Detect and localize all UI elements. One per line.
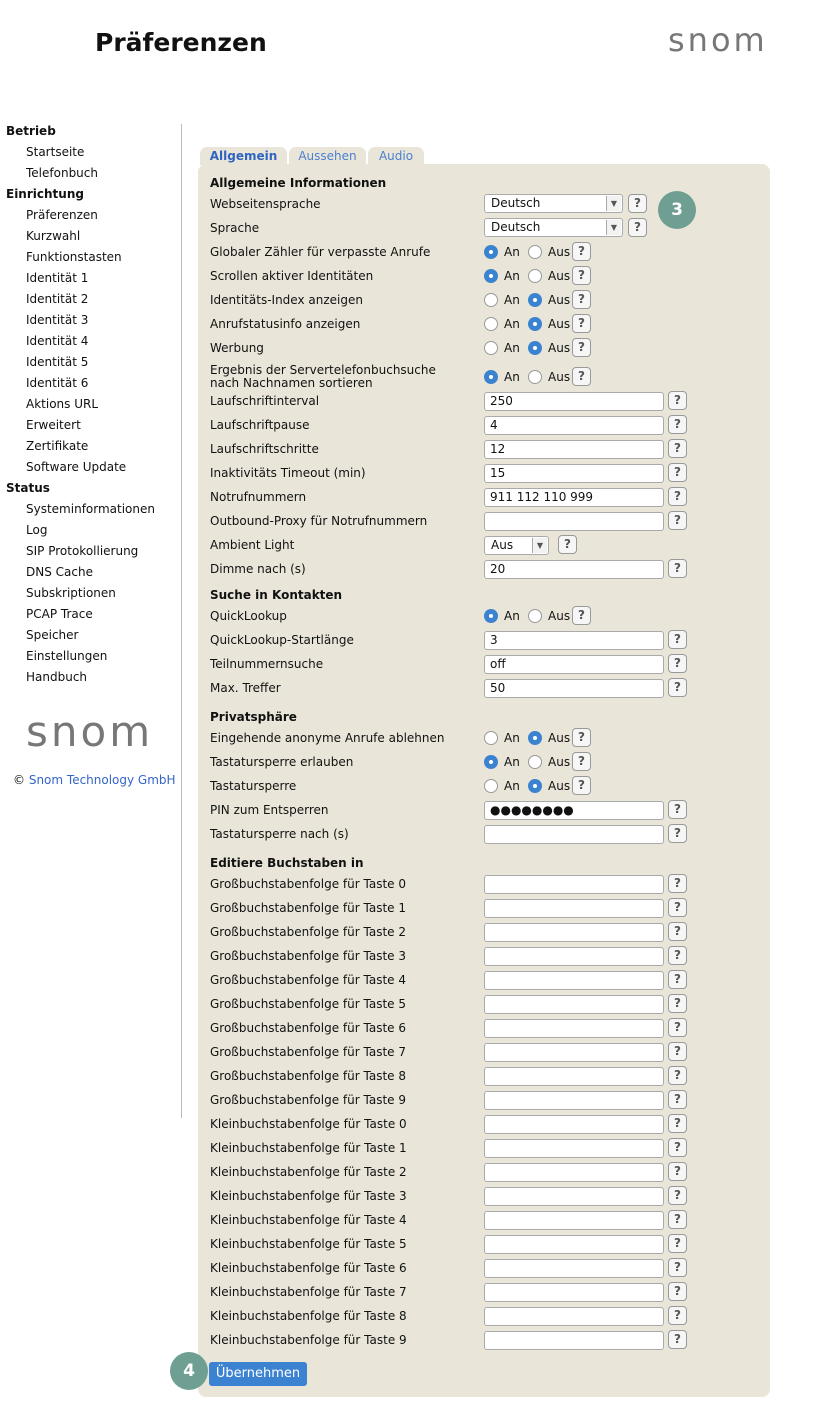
sidebar-item-funktionstasten[interactable]: Funktionstasten (26, 250, 122, 264)
select-webseitensprache[interactable] (484, 194, 623, 213)
sidebar-item-einstellungen[interactable]: Einstellungen (26, 649, 108, 663)
help-icon[interactable]: ? (668, 922, 687, 941)
label-kleinbuchstabenfolge-fuer-taste-9: Kleinbuchstabenfolge für Taste 9 (210, 1333, 407, 1347)
help-icon[interactable]: ? (668, 654, 687, 673)
sidebar-item-identitaet-3[interactable]: Identität 3 (26, 313, 89, 327)
company-link[interactable]: Snom Technology GmbH (28, 773, 176, 787)
input-grossbuchstabenfolge-fuer-taste-0[interactable] (484, 875, 664, 894)
input-laufschriftinterval[interactable]: 250 (484, 392, 664, 411)
input-pin-zum-entsperren[interactable]: ●●●●●●●● (484, 801, 664, 820)
radio-off-werbung[interactable] (528, 341, 542, 355)
radio-on-label: An (504, 755, 520, 769)
select-value: Aus (491, 538, 514, 552)
input-kleinbuchstabenfolge-fuer-taste-6[interactable] (484, 1259, 664, 1278)
radio-off-tastatursperre[interactable] (528, 779, 542, 793)
nav-section-einrichtung[interactable]: Einrichtung (6, 187, 84, 201)
nav-section-status[interactable]: Status (6, 481, 50, 495)
label-laufschriftinterval: Laufschriftinterval (210, 394, 320, 408)
input-grossbuchstabenfolge-fuer-taste-7[interactable] (484, 1043, 664, 1062)
input-kleinbuchstabenfolge-fuer-taste-9[interactable] (484, 1331, 664, 1350)
radio-off-identitaets-index-anzeigen[interactable] (528, 293, 542, 307)
label-grossbuchstabenfolge-fuer-taste-4: Großbuchstabenfolge für Taste 4 (210, 973, 406, 987)
help-icon[interactable]: ? (572, 242, 591, 261)
radio-on-label: An (504, 293, 520, 307)
label-dimme-nach-s: Dimme nach (s) (210, 562, 306, 576)
tab-audio[interactable]: Audio (368, 147, 424, 165)
chevron-down-icon: ▼ (606, 220, 621, 235)
help-icon[interactable]: ? (668, 946, 687, 965)
help-icon[interactable]: ? (668, 970, 687, 989)
snom-logo-sidebar: snom (26, 707, 154, 756)
radio-off-scrollen-aktiver-identitaeten[interactable] (528, 269, 542, 283)
help-icon[interactable]: ? (668, 1186, 687, 1205)
input-grossbuchstabenfolge-fuer-taste-6[interactable] (484, 1019, 664, 1038)
label-scrollen-aktiver-identitaeten: Scrollen aktiver Identitäten (210, 269, 374, 283)
label-max-treffer: Max. Treffer (210, 681, 281, 695)
label-notrufnummern: Notrufnummern (210, 490, 307, 504)
radio-off-label: Aus (548, 293, 571, 307)
label-identitaets-index-anzeigen: Identitäts-Index anzeigen (210, 293, 363, 307)
nav-section-betrieb[interactable]: Betrieb (6, 124, 56, 138)
sidebar-item-identitaet-6[interactable]: Identität 6 (26, 376, 89, 390)
section-editiere-buchstaben-in: Editiere Buchstaben in (210, 856, 364, 870)
label-ergebnis-der-servertelefonbuchsuche-nach-nachnamen-sortieren: Ergebnis der Servertelefonbuchsuche nach Nachnamen sortieren (210, 363, 436, 390)
label-kleinbuchstabenfolge-fuer-taste-4: Kleinbuchstabenfolge für Taste 4 (210, 1213, 407, 1227)
sidebar-nav (0, 123, 180, 690)
help-icon[interactable]: ? (668, 415, 687, 434)
input-kleinbuchstabenfolge-fuer-taste-4[interactable] (484, 1211, 664, 1230)
help-icon[interactable]: ? (668, 898, 687, 917)
label-grossbuchstabenfolge-fuer-taste-6: Großbuchstabenfolge für Taste 6 (210, 1021, 406, 1035)
sidebar-item-identitaet-2[interactable]: Identität 2 (26, 292, 89, 306)
help-icon[interactable]: ? (668, 439, 687, 458)
input-kleinbuchstabenfolge-fuer-taste-1[interactable] (484, 1139, 664, 1158)
radio-off-label: Aus (548, 269, 571, 283)
help-icon[interactable]: ? (572, 338, 591, 357)
label-grossbuchstabenfolge-fuer-taste-7: Großbuchstabenfolge für Taste 7 (210, 1045, 406, 1059)
input-grossbuchstabenfolge-fuer-taste-1[interactable] (484, 899, 664, 918)
help-icon[interactable]: ? (668, 1066, 687, 1085)
radio-off-label: Aus (548, 779, 571, 793)
help-icon[interactable]: ? (668, 1234, 687, 1253)
input-dimme-nach-s[interactable]: 20 (484, 560, 664, 579)
help-icon[interactable]: ? (668, 1330, 687, 1349)
select-value: Deutsch (491, 196, 541, 210)
sidebar-item-identitaet-4[interactable]: Identität 4 (26, 334, 89, 348)
step-badge-4: 4 (170, 1352, 208, 1390)
label-teilnummernsuche: Teilnummernsuche (210, 657, 324, 671)
input-laufschriftpause[interactable]: 4 (484, 416, 664, 435)
sidebar-item-praeferenzen[interactable]: Präferenzen (26, 208, 98, 222)
label-grossbuchstabenfolge-fuer-taste-2: Großbuchstabenfolge für Taste 2 (210, 925, 406, 939)
sidebar-item-handbuch[interactable]: Handbuch (26, 670, 88, 684)
copyright-symbol: © (13, 773, 25, 787)
label-tastatursperre-nach-s: Tastatursperre nach (s) (210, 827, 349, 841)
radio-off-quicklookup[interactable] (528, 609, 542, 623)
radio-on-ergebnis-der-servertelefonbuchsuche-nach-nachnamen-sortieren[interactable] (484, 370, 498, 384)
help-icon[interactable]: ? (668, 874, 687, 893)
help-icon[interactable]: ? (668, 1162, 687, 1181)
input-outbound-proxy-fuer-notrufnummern[interactable] (484, 512, 664, 531)
label-grossbuchstabenfolge-fuer-taste-5: Großbuchstabenfolge für Taste 5 (210, 997, 406, 1011)
label-quicklookup: QuickLookup (210, 609, 287, 623)
radio-on-werbung[interactable] (484, 341, 498, 355)
label-laufschriftpause: Laufschriftpause (210, 418, 310, 432)
help-icon[interactable]: ? (668, 678, 687, 697)
help-icon[interactable]: ? (572, 606, 591, 625)
help-icon[interactable]: ? (668, 1042, 687, 1061)
radio-on-anrufstatusinfo-anzeigen[interactable] (484, 317, 498, 331)
page-title: Präferenzen (95, 28, 267, 57)
section-allgemeine-informationen: Allgemeine Informationen (210, 176, 387, 190)
radio-off-label: Aus (548, 609, 571, 623)
help-icon[interactable]: ? (628, 218, 647, 237)
sidebar-item-startseite[interactable]: Startseite (26, 145, 85, 159)
radio-off-label: Aus (548, 245, 571, 259)
input-kleinbuchstabenfolge-fuer-taste-0[interactable] (484, 1115, 664, 1134)
input-laufschriftschritte[interactable]: 12 (484, 440, 664, 459)
input-tastatursperre-nach-s[interactable] (484, 825, 664, 844)
input-grossbuchstabenfolge-fuer-taste-9[interactable] (484, 1091, 664, 1110)
step-badge-3: 3 (658, 191, 696, 229)
label-kleinbuchstabenfolge-fuer-taste-6: Kleinbuchstabenfolge für Taste 6 (210, 1261, 407, 1275)
help-icon[interactable]: ? (668, 391, 687, 410)
help-icon[interactable]: ? (668, 800, 687, 819)
label-grossbuchstabenfolge-fuer-taste-1: Großbuchstabenfolge für Taste 1 (210, 901, 406, 915)
radio-on-label: An (504, 731, 520, 745)
radio-on-tastatursperre-erlauben[interactable] (484, 755, 498, 769)
label-kleinbuchstabenfolge-fuer-taste-0: Kleinbuchstabenfolge für Taste 0 (210, 1117, 407, 1131)
input-grossbuchstabenfolge-fuer-taste-4[interactable] (484, 971, 664, 990)
input-grossbuchstabenfolge-fuer-taste-3[interactable] (484, 947, 664, 966)
radio-on-label: An (504, 269, 520, 283)
label-eingehende-anonyme-anrufe-ablehnen: Eingehende anonyme Anrufe ablehnen (210, 731, 445, 745)
sidebar-item-speicher[interactable]: Speicher (26, 628, 79, 642)
help-icon[interactable]: ? (668, 1114, 687, 1133)
input-teilnummernsuche[interactable]: off (484, 655, 664, 674)
sidebar-item-identitaet-5[interactable]: Identität 5 (26, 355, 89, 369)
help-icon[interactable]: ? (668, 1306, 687, 1325)
radio-on-quicklookup[interactable] (484, 609, 498, 623)
label-sprache: Sprache (210, 221, 260, 235)
label-kleinbuchstabenfolge-fuer-taste-7: Kleinbuchstabenfolge für Taste 7 (210, 1285, 407, 1299)
help-icon[interactable]: ? (572, 728, 591, 747)
label-tastatursperre: Tastatursperre (210, 779, 297, 793)
snom-logo: snom (668, 21, 768, 59)
sidebar-divider (181, 124, 182, 1118)
label-outbound-proxy-fuer-notrufnummern: Outbound-Proxy für Notrufnummern (210, 514, 428, 528)
help-icon[interactable]: ? (668, 1258, 687, 1277)
label-pin-zum-entsperren: PIN zum Entsperren (210, 803, 329, 817)
radio-on-label: An (504, 609, 520, 623)
label-globaler-zaehler-fuer-verpasste-anrufe: Globaler Zähler für verpasste Anrufe (210, 245, 431, 259)
radio-on-globaler-zaehler-fuer-verpasste-anrufe[interactable] (484, 245, 498, 259)
radio-on-eingehende-anonyme-anrufe-ablehnen[interactable] (484, 731, 498, 745)
sidebar-item-subskriptionen[interactable]: Subskriptionen (26, 586, 116, 600)
radio-on-label: An (504, 370, 520, 384)
input-inaktivitaets-timeout-min[interactable]: 15 (484, 464, 664, 483)
help-icon[interactable]: ? (558, 535, 577, 554)
sidebar-item-identitaet-1[interactable]: Identität 1 (26, 271, 89, 285)
help-icon[interactable]: ? (668, 1018, 687, 1037)
help-icon[interactable]: ? (572, 752, 591, 771)
help-icon[interactable]: ? (572, 290, 591, 309)
label-laufschriftschritte: Laufschriftschritte (210, 442, 319, 456)
radio-on-tastatursperre[interactable] (484, 779, 498, 793)
radio-on-identitaets-index-anzeigen[interactable] (484, 293, 498, 307)
radio-on-label: An (504, 779, 520, 793)
select-ambient-light[interactable] (484, 536, 549, 555)
label-kleinbuchstabenfolge-fuer-taste-2: Kleinbuchstabenfolge für Taste 2 (210, 1165, 407, 1179)
sidebar-item-kurzwahl[interactable]: Kurzwahl (26, 229, 81, 243)
tab-aussehen[interactable]: Aussehen (289, 147, 366, 165)
help-icon[interactable]: ? (572, 776, 591, 795)
input-grossbuchstabenfolge-fuer-taste-8[interactable] (484, 1067, 664, 1086)
label-grossbuchstabenfolge-fuer-taste-0: Großbuchstabenfolge für Taste 0 (210, 877, 406, 891)
radio-off-label: Aus (548, 317, 571, 331)
help-icon[interactable]: ? (628, 194, 647, 213)
tab-allgemein[interactable]: Allgemein (200, 147, 287, 165)
label-webseitensprache: Webseitensprache (210, 197, 321, 211)
radio-off-eingehende-anonyme-anrufe-ablehnen[interactable] (528, 731, 542, 745)
help-icon[interactable]: ? (668, 994, 687, 1013)
select-sprache[interactable] (484, 218, 623, 237)
label-werbung: Werbung (210, 341, 264, 355)
radio-off-tastatursperre-erlauben[interactable] (528, 755, 542, 769)
radio-off-anrufstatusinfo-anzeigen[interactable] (528, 317, 542, 331)
copyright (13, 773, 176, 787)
input-grossbuchstabenfolge-fuer-taste-5[interactable] (484, 995, 664, 1014)
label-kleinbuchstabenfolge-fuer-taste-5: Kleinbuchstabenfolge für Taste 5 (210, 1237, 407, 1251)
help-icon[interactable]: ? (668, 511, 687, 530)
input-kleinbuchstabenfolge-fuer-taste-2[interactable] (484, 1163, 664, 1182)
input-kleinbuchstabenfolge-fuer-taste-5[interactable] (484, 1235, 664, 1254)
help-icon[interactable]: ? (668, 559, 687, 578)
sidebar-item-systeminformationen[interactable]: Systeminformationen (26, 502, 155, 516)
help-icon[interactable]: ? (572, 266, 591, 285)
sidebar-item-erweitert[interactable]: Erweitert (26, 418, 81, 432)
input-quicklookup-startlaenge[interactable]: 3 (484, 631, 664, 650)
sidebar-item-telefonbuch[interactable]: Telefonbuch (26, 166, 98, 180)
radio-off-label: Aus (548, 341, 571, 355)
radio-off-label: Aus (548, 370, 571, 384)
label-kleinbuchstabenfolge-fuer-taste-3: Kleinbuchstabenfolge für Taste 3 (210, 1189, 407, 1203)
radio-on-label: An (504, 245, 520, 259)
help-icon[interactable]: ? (668, 463, 687, 482)
label-grossbuchstabenfolge-fuer-taste-3: Großbuchstabenfolge für Taste 3 (210, 949, 406, 963)
label-grossbuchstabenfolge-fuer-taste-8: Großbuchstabenfolge für Taste 8 (210, 1069, 406, 1083)
input-grossbuchstabenfolge-fuer-taste-2[interactable] (484, 923, 664, 942)
sidebar-item-software-update[interactable]: Software Update (26, 460, 127, 474)
help-icon[interactable]: ? (668, 1138, 687, 1157)
help-icon[interactable]: ? (572, 367, 591, 386)
chevron-down-icon: ▼ (532, 538, 547, 553)
label-grossbuchstabenfolge-fuer-taste-9: Großbuchstabenfolge für Taste 9 (210, 1093, 406, 1107)
apply-button[interactable]: Übernehmen (209, 1362, 307, 1386)
radio-off-label: Aus (548, 731, 571, 745)
label-kleinbuchstabenfolge-fuer-taste-8: Kleinbuchstabenfolge für Taste 8 (210, 1309, 407, 1323)
help-icon[interactable]: ? (668, 1282, 687, 1301)
label-ambient-light: Ambient Light (210, 538, 295, 552)
label-inaktivitaets-timeout-min: Inaktivitäts Timeout (min) (210, 466, 366, 480)
help-icon[interactable]: ? (668, 630, 687, 649)
input-kleinbuchstabenfolge-fuer-taste-3[interactable] (484, 1187, 664, 1206)
sidebar-item-zertifikate[interactable]: Zertifikate (26, 439, 89, 453)
radio-off-globaler-zaehler-fuer-verpasste-anrufe[interactable] (528, 245, 542, 259)
help-icon[interactable]: ? (572, 314, 591, 333)
radio-on-scrollen-aktiver-identitaeten[interactable] (484, 269, 498, 283)
label-tastatursperre-erlauben: Tastatursperre erlauben (210, 755, 354, 769)
sidebar-item-aktions-url[interactable]: Aktions URL (26, 397, 99, 411)
sidebar-item-log[interactable]: Log (26, 523, 48, 537)
label-kleinbuchstabenfolge-fuer-taste-1: Kleinbuchstabenfolge für Taste 1 (210, 1141, 407, 1155)
radio-off-ergebnis-der-servertelefonbuchsuche-nach-nachnamen-sortieren[interactable] (528, 370, 542, 384)
help-icon[interactable]: ? (668, 1210, 687, 1229)
input-kleinbuchstabenfolge-fuer-taste-7[interactable] (484, 1283, 664, 1302)
select-value: Deutsch (491, 220, 541, 234)
input-kleinbuchstabenfolge-fuer-taste-8[interactable] (484, 1307, 664, 1326)
help-icon[interactable]: ? (668, 487, 687, 506)
help-icon[interactable]: ? (668, 1090, 687, 1109)
radio-on-label: An (504, 341, 520, 355)
chevron-down-icon: ▼ (606, 196, 621, 211)
sidebar-item-pcap-trace[interactable]: PCAP Trace (26, 607, 93, 621)
radio-on-label: An (504, 317, 520, 331)
input-notrufnummern[interactable]: 911 112 110 999 (484, 488, 664, 507)
sidebar-item-sip-protokollierung[interactable]: SIP Protokollierung (26, 544, 139, 558)
help-icon[interactable]: ? (668, 824, 687, 843)
section-suche-in-kontakten: Suche in Kontakten (210, 588, 343, 602)
label-anrufstatusinfo-anzeigen: Anrufstatusinfo anzeigen (210, 317, 361, 331)
sidebar-item-dns-cache[interactable]: DNS Cache (26, 565, 93, 579)
radio-off-label: Aus (548, 755, 571, 769)
label-quicklookup-startlaenge: QuickLookup-Startlänge (210, 633, 354, 647)
input-max-treffer[interactable]: 50 (484, 679, 664, 698)
section-privatsphaere: Privatsphäre (210, 710, 297, 724)
